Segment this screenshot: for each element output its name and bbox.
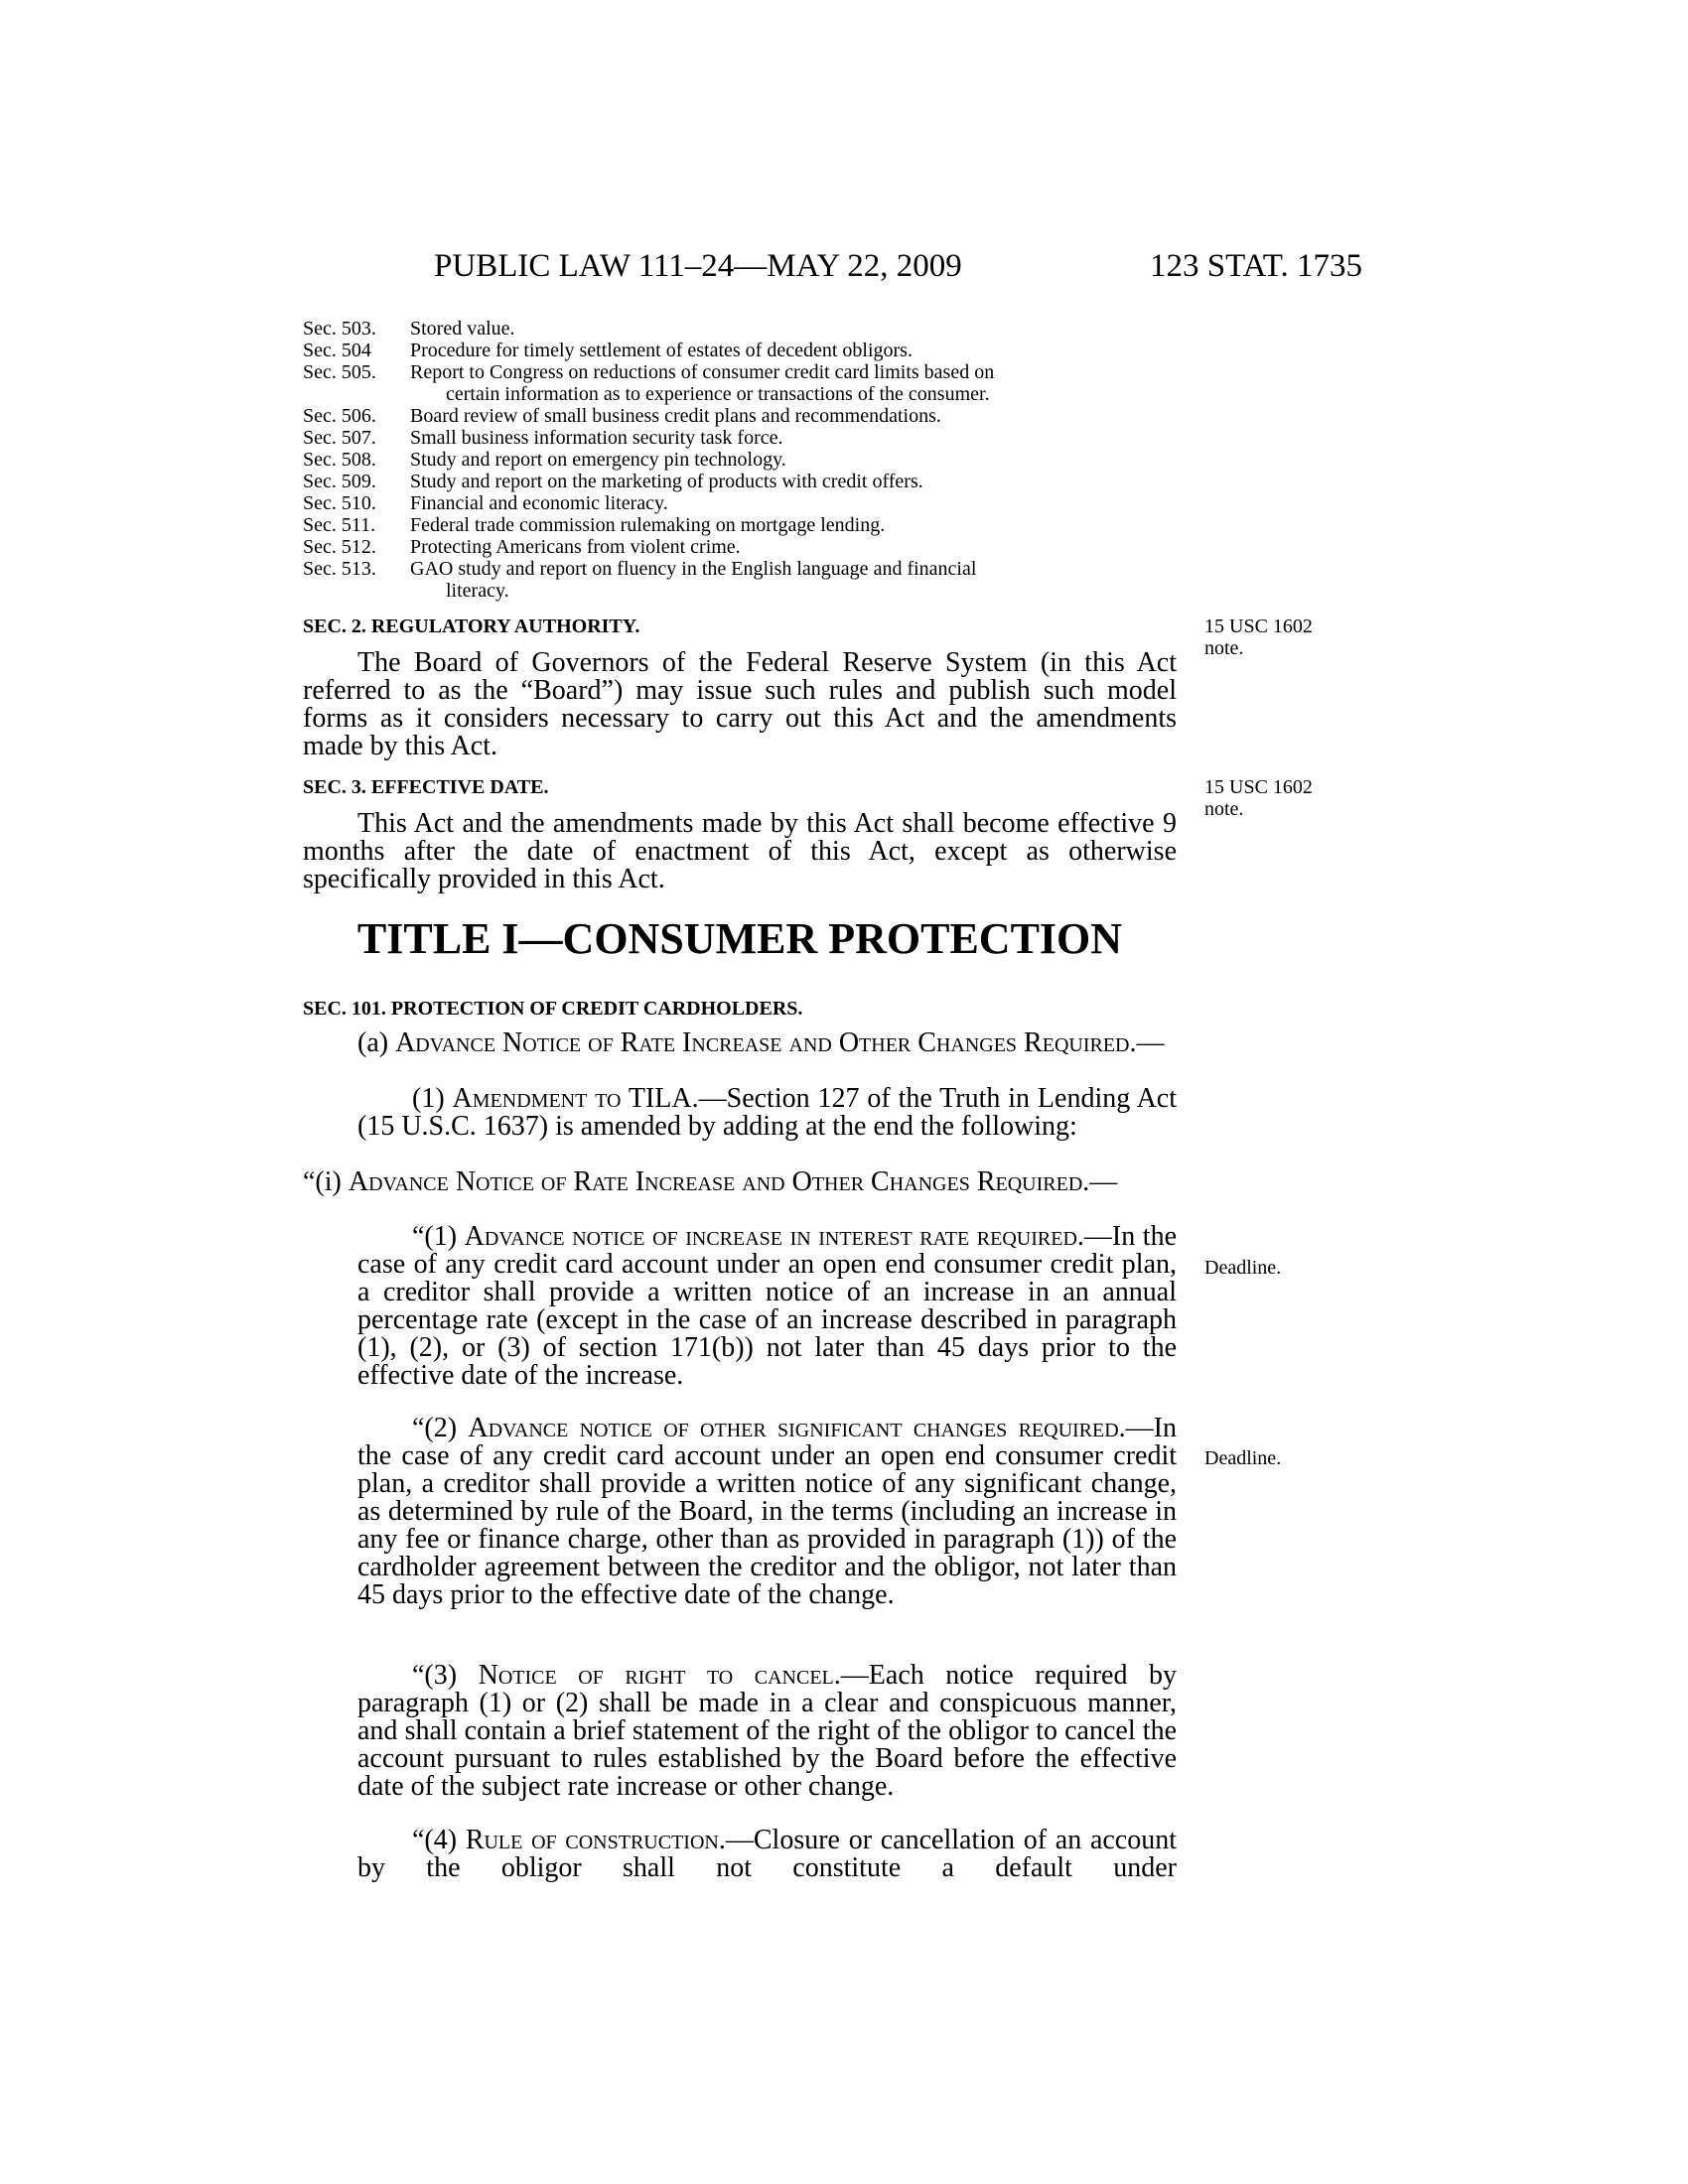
toc-item (303, 471, 1177, 492)
section-2-heading: SEC. 2. REGULATORY AUTHORITY. (303, 615, 640, 637)
toc-title: Study and report on the marketing of products with credit offers. (410, 471, 923, 492)
toc-title: Procedure for timely settlement of estates of decedent obligors. (410, 340, 913, 361)
toc-number: Sec. 505. (303, 361, 376, 383)
toc-item (303, 405, 1177, 427)
page-number: 123 STAT. 1735 (1150, 248, 1363, 284)
toc-number: Sec. 503. (303, 318, 376, 340)
toc-item (303, 340, 1177, 361)
toc-item (303, 361, 1177, 405)
paragraph-q3: “(3) Notice of right to cancel.—Each notice required by paragraph (1) or (2) shall be made in a clear and conspicuous manner, and shall contain a brief statement of the right of the obligor to cancel the account pursuant to rules established by the Board before the effective date of the subject rate increase or other change. (357, 1660, 1178, 1802)
toc-number: Sec. 512. (303, 536, 376, 558)
toc-number: Sec. 513. (303, 558, 376, 580)
section-3-body: This Act and the amendments made by this Act shall become effective 9 months after the date of enactment of this Act, except as otherwise specifically provided in this Act. (303, 808, 1177, 894)
toc-title: Protecting Americans from violent crime. (410, 536, 741, 558)
subsection-a: (a) Advance Notice of Rate Increase and Other Changes Required.— (357, 1027, 1165, 1058)
toc-number: Sec. 510. (303, 492, 376, 514)
toc-number: Sec. 506. (303, 405, 376, 427)
toc-number: Sec. 504 (303, 340, 371, 361)
toc-title: Small business information security task force. (410, 427, 783, 449)
title-heading: TITLE I—CONSUMER PROTECTION (356, 914, 1123, 963)
section-101-heading: SEC. 101. PROTECTION OF CREDIT CARDHOLDERS. (303, 998, 803, 1020)
paragraph-q4: “(4) Rule of construction.—Closure or cancellation of an account by the obligor shall not constitute a default under (357, 1825, 1178, 1883)
toc-number: Sec. 507. (303, 427, 376, 449)
toc-title: GAO study and report on fluency in the English language and financial (410, 558, 977, 580)
toc-title-continued: literacy. (446, 580, 509, 602)
table-of-contents (303, 318, 1177, 602)
paragraph-1: (1) Amendment to TILA.—Section 127 of the Truth in Lending Act (15 U.S.C. 1637) is amended by adding at the end the following: (357, 1083, 1178, 1142)
toc-title: Board review of small business credit plans and recommendations. (410, 405, 941, 427)
toc-title: Study and report on emergency pin technology. (410, 449, 786, 471)
usc-margin-note: 15 USC 1602 note. (1204, 776, 1313, 820)
paragraph-q2: “(2) Advance notice of other significant changes required.—In the case of any credit card account under an open end consumer credit plan, a creditor shall provide a written notice of any significant change, as determined by rule of the Board, in the terms (including an increase in any fee or finance charge, other than as provided in paragraph (1)) of the cardholder agreement between the creditor and the obligor, not later than 45 days prior to the effective date of the change. (357, 1413, 1177, 1610)
toc-number: Sec. 508. (303, 449, 376, 471)
toc-item (303, 449, 1177, 471)
paragraph-q1: “(1) Advance notice of increase in interest rate required.—In the case of any credit card account under an open end consumer credit plan, a creditor shall provide a written notice of an increase in an annual percentage rate (except in the case of an increase described in paragraph (1), (2), or (3) of section 171(b)) not later than 45 days prior to the effective date of the increase. (357, 1221, 1178, 1391)
usc-margin-note: 15 USC 1602 note. (1204, 615, 1313, 659)
toc-item (303, 558, 1177, 602)
toc-title: Federal trade commission rulemaking on mortgage lending. (410, 514, 886, 536)
toc-title: Financial and economic literacy. (410, 492, 668, 514)
deadline-margin-note: Deadline. (1204, 1257, 1282, 1279)
subsection-i: “(i) Advance Notice of Rate Increase and Other Changes Required.— (303, 1166, 1118, 1197)
toc-title: Stored value. (410, 318, 515, 340)
toc-title-continued: certain information as to experience or transactions of the consumer. (446, 383, 990, 405)
deadline-margin-note: Deadline. (1204, 1447, 1282, 1469)
toc-item (303, 492, 1177, 514)
toc-item (303, 427, 1177, 449)
toc-item (303, 536, 1177, 558)
toc-title: Report to Congress on reductions of consumer credit card limits based on (410, 361, 995, 383)
section-3-heading: SEC. 3. EFFECTIVE DATE. (303, 776, 549, 798)
toc-item (303, 318, 1177, 340)
running-header-left: PUBLIC LAW 111–24—MAY 22, 2009 (434, 248, 962, 284)
toc-number: Sec. 509. (303, 471, 376, 492)
toc-number: Sec. 511. (303, 514, 376, 536)
section-2-body: The Board of Governors of the Federal Reserve System (in this Act referred to as the “Board”) may issue such rules and publish such model forms as it considers necessary to carry out this Act and the amendments made by this Act. (303, 647, 1177, 761)
toc-item (303, 514, 1177, 536)
